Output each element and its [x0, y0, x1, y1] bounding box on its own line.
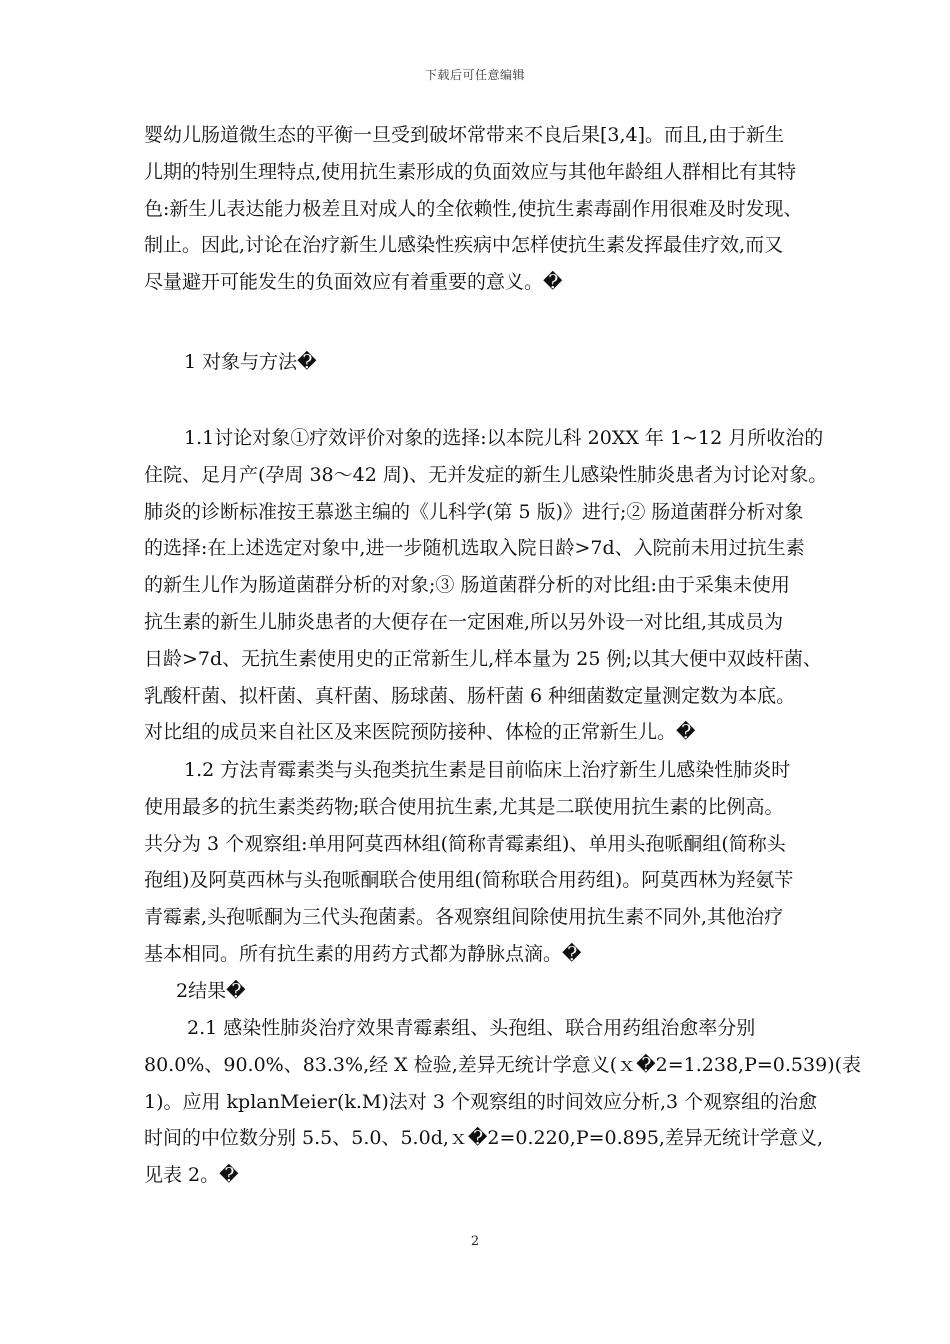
paragraph-1-2 [144, 752, 816, 973]
intro-paragraph [144, 117, 816, 301]
section-heading-2-block [144, 973, 816, 1010]
text-line: 制止。因此,讨论在治疗新生儿感染性疾病中怎样使抗生素发挥最佳疗效,而又 [144, 234, 784, 257]
text-line: 乳酸杆菌、拟杆菌、真杆菌、肠球菌、肠杆菌 6 种细菌数定量测定数为本底。 [144, 684, 796, 707]
text-line: 时间的中位数分别 5.5、5.0、5.0d,ｘ�2=0.220,P=0.895,差异无统计学意义, [144, 1127, 823, 1150]
text-line: 的选择:在上述选定对象中,进一步随机选取入院日龄>7d、入院前未用过抗生素 [144, 537, 805, 560]
paragraph-2-1 [144, 1010, 862, 1194]
text-line: 青霉素,头孢哌酮为三代头孢菌素。各观察组间除使用抗生素不同外,其他治疗 [144, 906, 784, 929]
text-line: 使用最多的抗生素类药物;联合使用抗生素,尤其是二联使用抗生素的比例高。 [144, 795, 784, 818]
text-line: 的新生儿作为肠道菌群分析的对象;③ 肠道菌群分析的对比组:由于采集未使用 [144, 574, 790, 597]
text-line: 1.1讨论对象①疗效评价对象的选择:以本院儿科 20XX 年 1~12 月所收治的 [184, 427, 824, 449]
page-header: 下载后可任意编辑 [424, 68, 525, 82]
section-heading-2: 2结果� [176, 980, 246, 1002]
text-line: 住院、足月产(孕周 38～42 周)、无并发症的新生儿感染性肺炎患者为讨论对象。 [144, 463, 828, 486]
text-line: 80.0%、90.0%、83.3%,经 X 检验,差异无统计学意义(ｘ�2=1.238,P=0.539)(表 [144, 1053, 862, 1076]
text-line: 共分为 3 个观察组:单用阿莫西林组(简称青霉素组)、单用头孢哌酮组(简称头 [144, 832, 786, 855]
paragraph-1-1 [144, 420, 828, 751]
text-line: 对比组的成员来自社区及来医院预防接种、体检的正常新生儿。� [144, 721, 696, 744]
text-line: 儿期的特别生理特点,使用抗生素形成的负面效应与其他年龄组人群相比有其特 [144, 160, 797, 183]
text-line: 1)。应用 kplanMeier(k.M)法对 3 个观察组的时间效应分析,3 个观察组的治愈 [144, 1090, 818, 1113]
text-line: 婴幼儿肠道微生态的平衡一旦受到破坏常带来不良后果[3,4]。而且,由于新生 [144, 124, 785, 146]
text-line: 色:新生儿表达能力极差且对成人的全依赖性,使抗生素毒副作用很难及时发现、 [144, 197, 803, 220]
text-line: 孢组)及阿莫西林与头孢哌酮联合使用组(简称联合用药组)。阿莫西林为羟氨苄 [144, 869, 794, 892]
text-line: 2.1 感染性肺炎治疗效果青霉素组、头孢组、联合用药组治愈率分别 [187, 1017, 756, 1039]
text-line: 抗生素的新生儿肺炎患者的大便存在一定困难,所以另外设一对比组,其成员为 [144, 610, 784, 633]
text-line: 肺炎的诊断标准按王慕逖主编的《儿科学(第 5 版)》进行;② 肠道菌群分析对象 [144, 500, 804, 523]
text-line: 基本相同。所有抗生素的用药方式都为静脉点滴。� [144, 942, 582, 965]
text-line: 日龄>7d、无抗生素使用史的正常新生儿,样本量为 25 例;以其大便中双歧杆菌、 [144, 647, 822, 670]
page-number: 2 [470, 1234, 480, 1249]
section-heading-1: 1 对象与方法� [184, 351, 317, 373]
text-line: 尽量避开可能发生的负面效应有着重要的意义。� [144, 271, 563, 294]
text-line: 1.2 方法青霉素类与头孢类抗生素是目前临床上治疗新生儿感染性肺炎时 [184, 759, 791, 781]
text-line: 见表 2。� [144, 1164, 239, 1187]
